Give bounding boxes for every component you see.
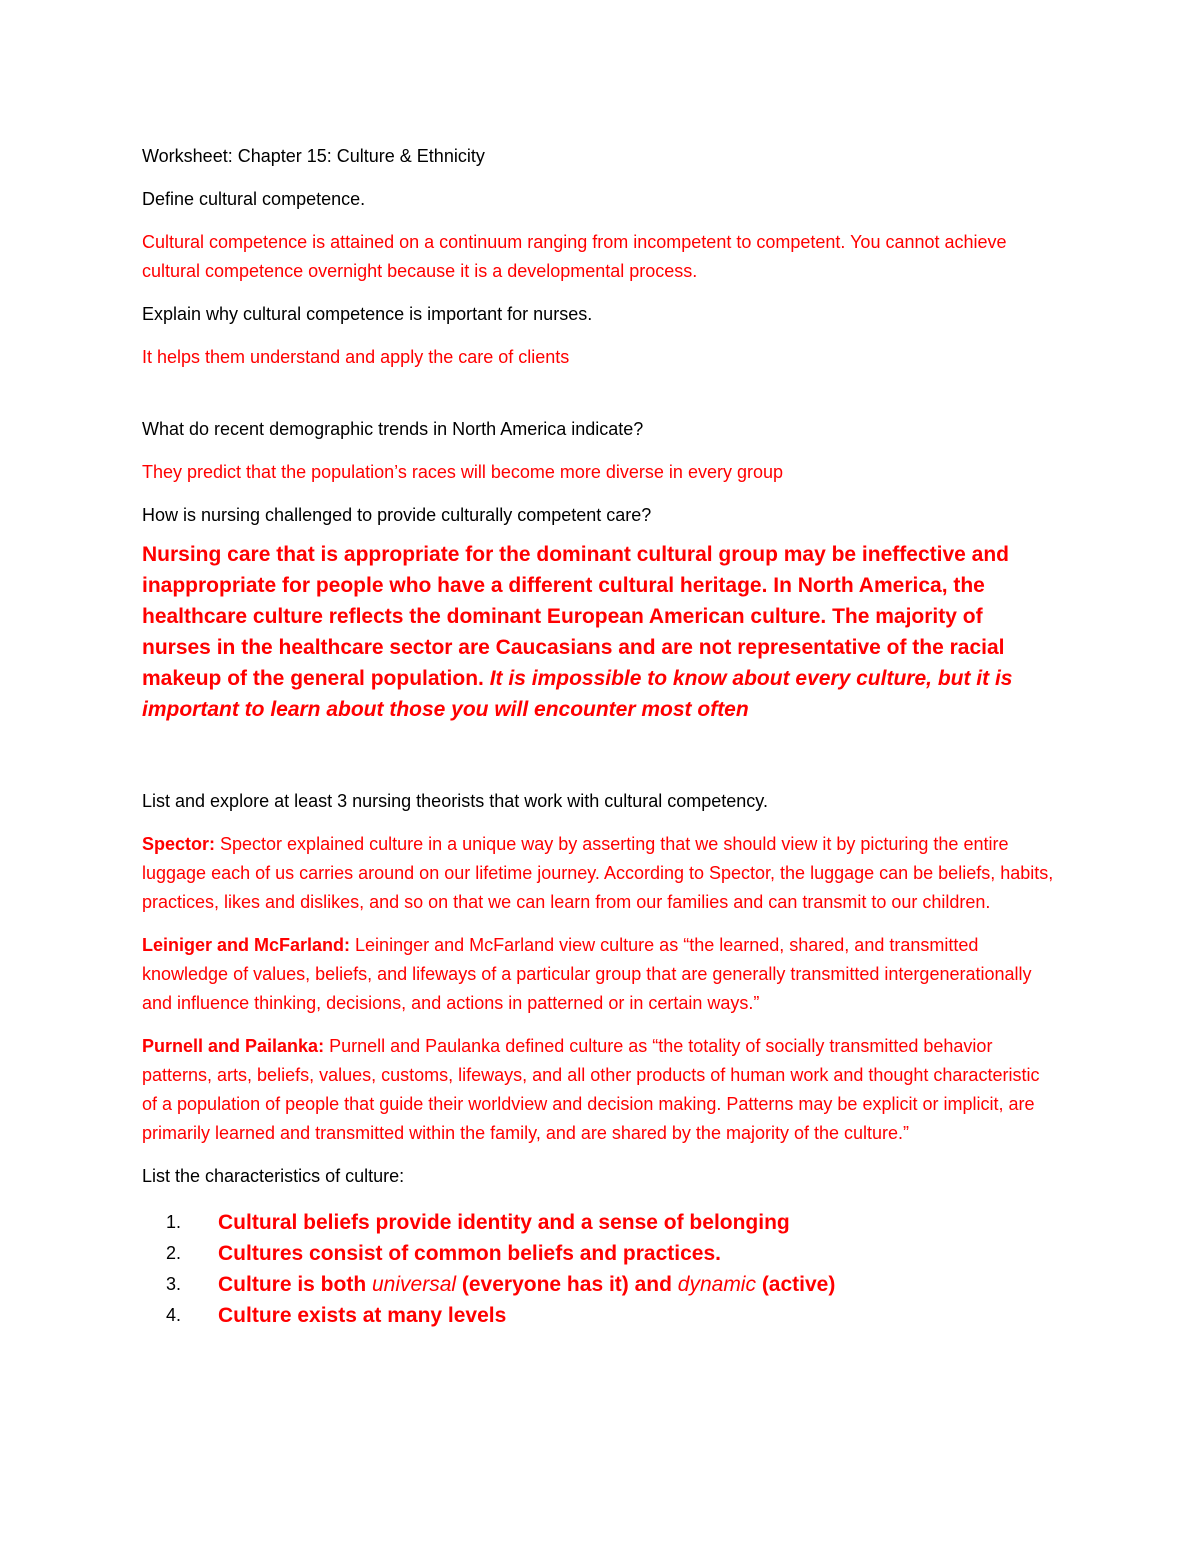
theorist-description: Spector explained culture in a unique way by asserting that we should view it by picturing the entire luggage each of us carries around on our lifetime journey. According to Spector, the luggage can be beliefs, habits, practices, likes and dislikes, and so on that we can learn from our families and can transmit to our children. bbox=[142, 834, 1054, 912]
worksheet-page bbox=[142, 142, 1057, 1331]
question-importance-for-nurses: Explain why cultural competence is important for nurses. bbox=[142, 304, 593, 324]
list-item-emphasis: universal bbox=[372, 1273, 457, 1296]
list-item bbox=[142, 1207, 1057, 1238]
answer-demographic-trends: They predict that the population’s races will become more diverse in every group bbox=[142, 462, 783, 482]
list-item bbox=[142, 1238, 1057, 1269]
theorist-name: Leiniger and McFarland: bbox=[142, 935, 351, 955]
answer-nursing-challenge bbox=[142, 539, 1057, 725]
theorist-description: Leininger and McFarland view culture as “the learned, shared, and transmitted knowledge of values, beliefs, and lifeways of a particular group that are generally transmitted intergenerationally and influence thinking, decisions, and actions in patterned or in certain ways.” bbox=[142, 935, 1032, 1013]
list-item-number: 2. bbox=[166, 1243, 182, 1263]
answer-importance-for-nurses: It helps them understand and apply the care of clients bbox=[142, 347, 570, 367]
theorist-description: Purnell and Paulanka defined culture as “the totality of socially transmitted behavior patterns, arts, beliefs, values, customs, lifeways, and all other products of human work and thought characteristic of a population of people that guide their worldview and decision making. Patterns may be explicit or implicit, are primarily learned and transmitted within the family, and are shared by the majority of the culture.” bbox=[142, 1036, 1040, 1143]
list-item bbox=[142, 1269, 1057, 1300]
list-item-text: Cultures consist of common beliefs and practices. bbox=[218, 1242, 721, 1265]
theorist-name: Spector: bbox=[142, 834, 216, 854]
question-define-cultural-competence: Define cultural competence. bbox=[142, 189, 366, 209]
list-item-text: (active) bbox=[755, 1273, 836, 1296]
list-item-text: Culture is both bbox=[218, 1273, 372, 1296]
question-nursing-challenge: How is nursing challenged to provide culturally competent care? bbox=[142, 505, 652, 525]
question-characteristics-of-culture: List the characteristics of culture: bbox=[142, 1166, 405, 1186]
theorist-name: Purnell and Pailanka: bbox=[142, 1036, 325, 1056]
list-item-text: Culture exists at many levels bbox=[218, 1304, 507, 1327]
question-nursing-theorists: List and explore at least 3 nursing theorists that work with cultural competency. bbox=[142, 791, 768, 811]
answer-nursing-challenge-italic: It is impossible to know about every culture, but it is important to learn about those you will encounter most often bbox=[142, 667, 1013, 721]
list-item-number: 1. bbox=[166, 1212, 182, 1232]
answer-define-cultural-competence: Cultural competence is attained on a continuum ranging from incompetent to competent. You cannot achieve cultural competence overnight because it is a developmental process. bbox=[142, 232, 1007, 281]
list-item-number: 3. bbox=[166, 1274, 182, 1294]
theorist-spector bbox=[142, 830, 1057, 917]
theorist-purnell-paulanka bbox=[142, 1032, 1057, 1148]
list-item-text: Cultural beliefs provide identity and a sense of belonging bbox=[218, 1211, 790, 1234]
list-item-emphasis: dynamic bbox=[677, 1273, 756, 1296]
question-demographic-trends: What do recent demographic trends in North America indicate? bbox=[142, 419, 644, 439]
list-item-number: 4. bbox=[166, 1305, 182, 1325]
list-item bbox=[142, 1300, 1057, 1331]
worksheet-title: Worksheet: Chapter 15: Culture & Ethnicity bbox=[142, 146, 485, 166]
theorist-leininger-mcfarland bbox=[142, 931, 1057, 1018]
characteristics-list bbox=[142, 1207, 1057, 1331]
list-item-text: (everyone has it) and bbox=[456, 1273, 678, 1296]
answer-nursing-challenge-main: Nursing care that is appropriate for the dominant cultural group may be ineffective and inappropriate for people who have a different cultural heritage. In North America, the healthcare culture reflects the dominant European American culture. The majority of nurses in the healthcare sector are Caucasians and are not representative of the racial makeup of the general population. bbox=[142, 543, 1009, 690]
